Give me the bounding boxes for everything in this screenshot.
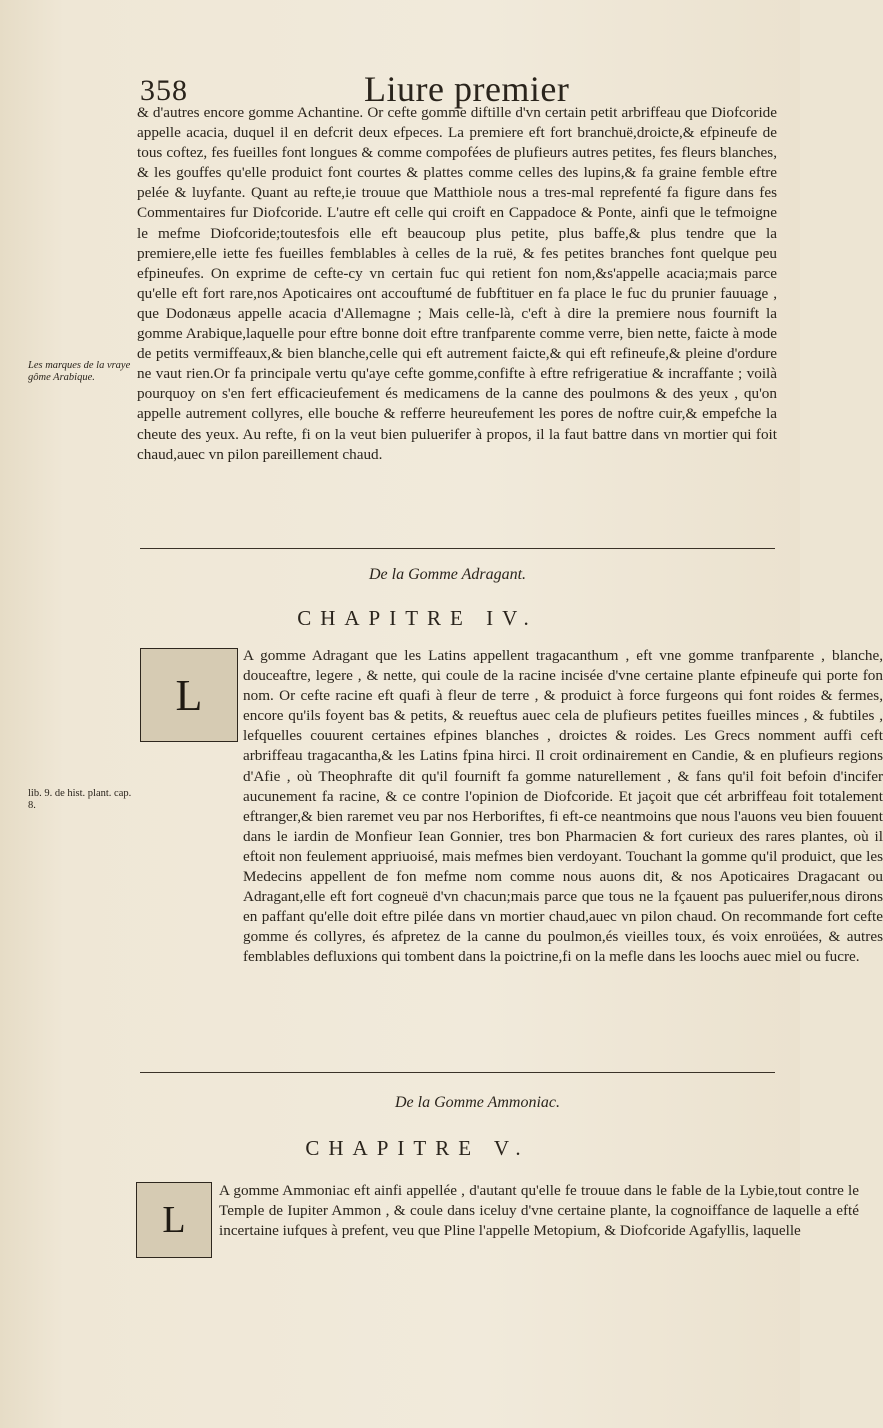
margin-note-gomme-arabique: Les marques de la vraye gôme Arabique. [28,360,131,383]
paragraph-text: & d'autres encore gomme Achantine. Or cefte gomme diftille d'vn certain petit arbriffeau que Diofcoride appelle acacia, duquel il en defcrit deux efpeces. La premiere eft fort branchuë,droicte,& efpineufe de tous coftez, fes fueilles font longues & comme compofées de plufieurs autres petites, fes fleurs blanches, & les gouffes qu'elle produict font courtes & plattes comme celles des lupins,& fa graine femble eftre pelée & luyfante. Quant au refte,ie trouue que Matthiole nous a tres-mal reprefenté fa figure dans fes Commentaires fur Diofcoride. L'autre eft celle qui croift en Cappadoce & Ponte, ainfi que le tefmoigne le mefme Diofcoride;toutesfois elle eft beaucoup plus petite, plus baffe,& plus tendre que la premiere,elle iette fes fueilles femblables à celles de la ruë, & fes petites branches font quelque peu efpineufes. On exprime de cefte-cy vn certain fuc qui retient fon nom,&s'appelle acacia;mais parce qu'elle eft fort rare,nos Apoticaires ont accouftumé de fubftituer en fa place le fuc du prunier fauuage , que Dodonæus appelle acacia d'Allemagne ; Mais celle-là, c'eft à dire la premiere nous fournift la gomme Arabique,laquelle pour eftre bonne doit eftre tranfparente comme verre, bien nette, faicte à mode de petits vermiffeaux,& bien blanche,celle qui eft autrement faicte,& qui eft refineufe,& pleine d'ordure ne vaut rien.Or fa principale vertu qu'aye cefte gomme,confifte à eftre refrigeratiue & incraffante ; voilà pourquoy on s'en fert efficacieufement és medicamens de la canne des poulmons & des yeux , qu'on appelle autrement collyres, elle bouche & refferre heureufement les pores de noftre cuir,& empefche la cheute des yeux. Au refte, fi on la veut bien puluerifer à propos, il la faut battre dans vn mortier qui foit chaud,auec vn pilon pareillement chaud. [137,104,777,463]
section-divider [140,548,775,549]
paragraph-text: A gomme Ammoniac eft ainfi appellée , d'autant qu'elle fe trouue dans le fable de la Lybie,tout contre le Temple de Iupiter Ammon , & coule dans iceluy d'vne certaine plante, la cognoiffance de laquelle a efté incertaine iufques à prefent, veu que Pline l'appelle Metopium, & Diofcoride Agafyllis, laquelle [219,1182,859,1240]
ornamental-dropcap: L [140,648,238,742]
ornamental-dropcap: L [136,1182,212,1258]
section-divider [140,1072,775,1073]
paragraph-ammoniac [137,1181,859,1241]
section-title: De la Gomme Adragant. [368,566,527,583]
chapter-heading: CHAPITRE V. [305,1136,530,1160]
paragraph-acacia [137,103,777,465]
section-title: De la Gomme Ammoniac. [394,1094,560,1111]
paragraph-adragant [137,646,883,968]
running-head: Liure premier [364,69,570,109]
paragraph-text: A gomme Adragant que les Latins appellent tragacanthum , eft vne gomme tranfparente , blanche, douceaftre, legere , & nette, qui coule de la racine incisée d'vne certaine plante efpineufe qui porte fon nom. Or cefte racine eft quafi à fleur de terre , & produict à force furgeons qui font roides & fermes, encore qu'ils foyent bas & petits, & reueftus auec cela de plufieurs petites fueilles minces , & fubtiles , lefquelles couurent certaines efpines blanches , droictes & roides. Les Grecs nomment auffi ceft arbriffeau tragacantha,& les Latins fpina hirci. Il croit ordinairement en Candie, & en plufieurs regions d'Afie , où Theophrafte dit qu'il fournift fa gomme naturellement , & fans qu'il foit befoin d'incifer aucunement fa racine, & ce contre l'opinion de Diofcoride. Et jaçoit que cét arbriffeau foit totalement eftranger,& bien raremet veu par nos Herboriftes, fi eft-ce neantmoins que nous l'auons veu bien fouuent dans le iardin de Monfieur Iean Gonnier, tres bon Pharmacien & fort curieux des rares plantes, où il eftoit non feulement appriuoisé, mais mefmes bien verdoyant. Touchant la gomme qu'il produict, que les Medecins appellent de fon mefme nom comme nous auons dit, & nos Apoticaires Dragacant ou Adragant,elle eft fort cogneuë d'vn chacun;mais parce que tous ne la fçauent pas puluerifer,nous dirons en paffant qu'elle doit eftre pilée dans vn mortier chaud,auec vn pilon chaud. On recommande fort cefte gomme és collyres, és afpretez de la canne du poulmon,és vieilles toux, és voix enroüées, & autres femblables defluxions qui tombent dans la poictrine,fi on la mefle dans les loochs auec miel ou fucre. [243,647,883,966]
chapter-heading: CHAPITRE IV. [297,606,538,630]
margin-note-reference: lib. 9. de hist. plant. cap. 8. [28,788,132,811]
page-number: 358 [140,74,188,107]
